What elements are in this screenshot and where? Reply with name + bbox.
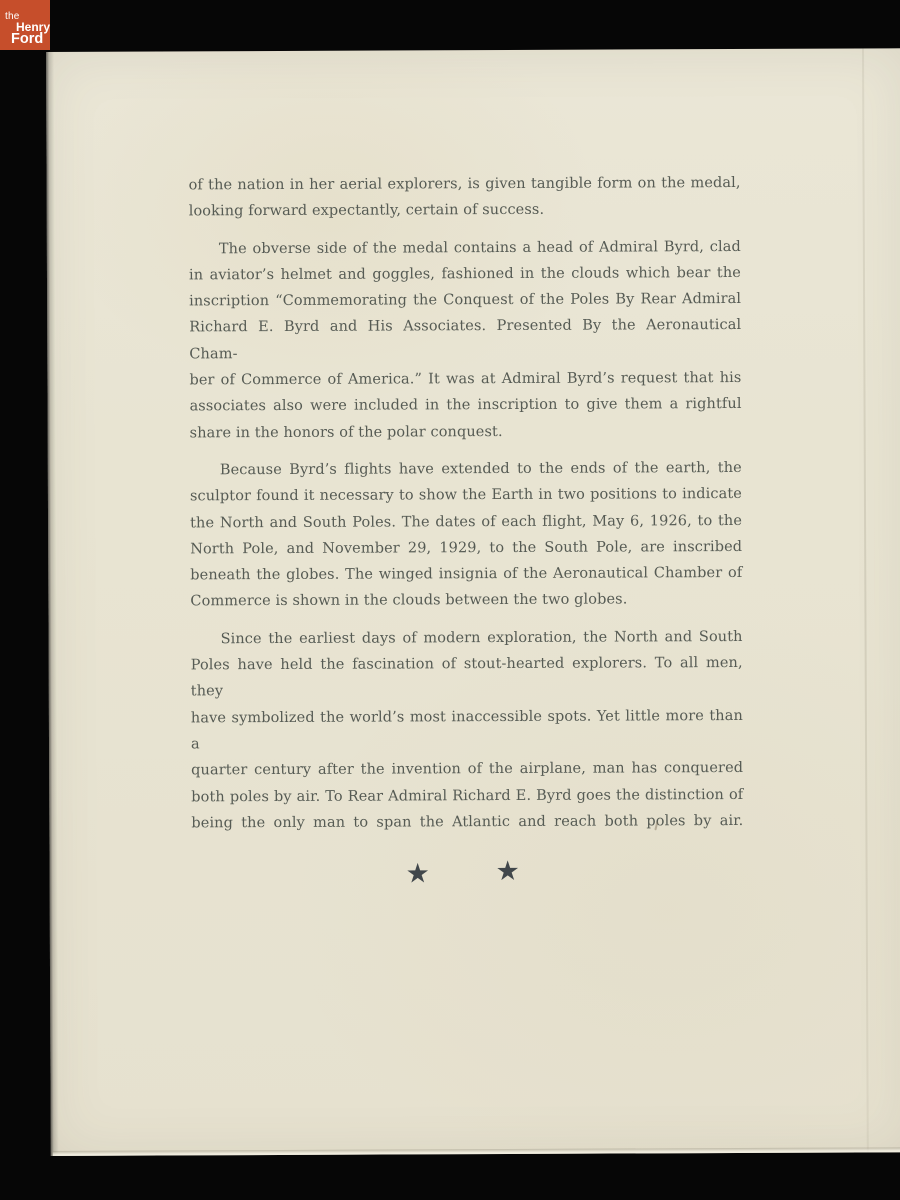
page-fold-line bbox=[862, 48, 869, 1152]
text-line: North Pole, and November 29, 1929, to the South Pole, are inscribed bbox=[190, 538, 743, 558]
text-line: sculptor found it necessary to show the Earth in two positions to indicate bbox=[189, 486, 742, 505]
star-icon: ★ bbox=[405, 858, 430, 890]
document-page bbox=[46, 48, 900, 1156]
paragraph bbox=[191, 624, 744, 837]
text-line: The obverse side of the medal contains a head of Admiral Byrd, clad bbox=[218, 238, 741, 257]
text-line: the North and South Poles. The dates of each flight, May 6, 1926, to the bbox=[190, 512, 743, 531]
paragraph bbox=[190, 455, 743, 615]
text-line: Richard E. Byrd and His Associates. Presented By the Aeronautical Cham- bbox=[189, 317, 742, 363]
text-line: in aviator’s helmet and goggles, fashioned in the clouds which bear the bbox=[188, 264, 742, 284]
paragraph bbox=[189, 234, 742, 447]
logo-text-ford: Ford bbox=[11, 31, 44, 47]
text-line: beneath the globes. The winged insignia of the Aeronautical Chamber of bbox=[190, 565, 743, 584]
logo-text-henry: Henry bbox=[16, 20, 51, 34]
text-line: being the only man to span the Atlantic and reach both poles by air. bbox=[191, 812, 744, 832]
text-line: of the nation in her aerial explorers, is given tangible form on the medal, bbox=[188, 174, 741, 194]
text-line: ber of Commerce of America.” It was at Admiral Byrd’s request that his bbox=[189, 370, 742, 389]
text-line: Poles have held the fascination of stout-hearted explorers. To all men, they bbox=[190, 655, 743, 700]
text-line: looking forward expectantly, certain of success. bbox=[188, 202, 545, 220]
text-line: inscription “Commemorating the Conquest of the Poles By Rear Admiral bbox=[189, 291, 742, 310]
text-line: quarter century after the invention of the airplane, man has conquered bbox=[191, 760, 744, 779]
logo-text-the: the bbox=[5, 11, 20, 22]
text-line: Because Byrd’s flights have extended to the ends of the earth, the bbox=[219, 459, 742, 479]
text-line: associates also were included in the inscription to give them a rightful bbox=[189, 396, 742, 415]
text-line: both poles by air. To Rear Admiral Richard E. Byrd goes the distinction of bbox=[191, 786, 744, 805]
text-line: share in the honors of the polar conquest. bbox=[189, 423, 503, 442]
text-line: Since the earliest days of modern exploration, the North and South bbox=[220, 628, 743, 647]
text-line: Commerce is shown in the clouds between the two globes. bbox=[190, 591, 628, 610]
henry-ford-logo bbox=[0, 0, 50, 50]
star-icon: ★ bbox=[495, 855, 520, 888]
text-line: have symbolized the world’s most inaccessible spots. Yet little more than a bbox=[190, 707, 743, 753]
text-block bbox=[189, 170, 744, 837]
paragraph bbox=[189, 170, 741, 225]
